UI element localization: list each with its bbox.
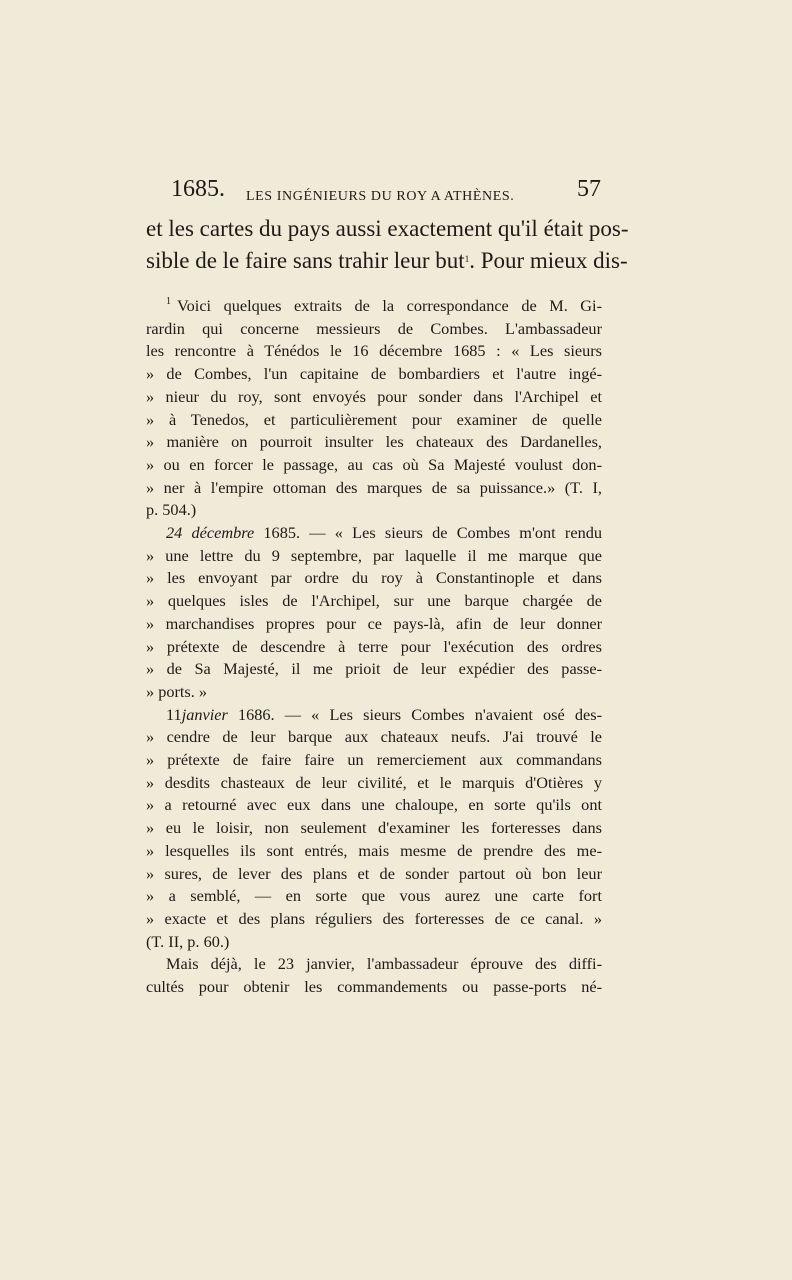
footnote-line: » manière on pourroit insulter les chateaux des Dardanelles,: [146, 432, 602, 452]
main-text-fragment: . Pour mieux dis-: [469, 248, 628, 273]
footnote-line: » prétexte de faire faire un remerciement aux commandans: [146, 750, 602, 770]
footnote-line: » prétexte de descendre à terre pour l'exécution des ordres: [146, 636, 602, 656]
footnote-line: » à Tenedos, et particulièrement pour examiner de quelle: [146, 409, 602, 429]
main-text-fragment: sible de le faire sans trahir leur but: [146, 248, 465, 273]
footnote-line: » ports. »: [146, 681, 208, 701]
footnote-line: rardin qui concerne messieurs de Combes. L'ambassadeur: [146, 318, 602, 338]
page-number: 57: [577, 176, 601, 202]
footnote-line: » marchandises propres pour ce pays-là, afin de leur donner: [146, 613, 602, 633]
footnote-line: » eu le loisir, non seulement d'examiner les forteresses dans: [146, 818, 602, 838]
footnote-line: » a semblé, — en sorte que vous aurez une carte fort: [146, 886, 602, 906]
header-year: 1685.: [171, 176, 225, 202]
footnote-reference: 1: [464, 254, 470, 264]
footnote-line: » desdits chasteaux de leur civilité, et le marquis d'Otières y: [146, 772, 602, 792]
main-text-line: [146, 245, 628, 277]
header-title: LES INGÉNIEURS DU ROY A ATHÈNES.: [246, 189, 515, 204]
footnote-line: » les envoyant par ordre du roy à Constantinople et dans: [146, 568, 602, 588]
footnote-line: p. 504.): [146, 500, 197, 520]
footnote-marker: 1: [166, 296, 171, 307]
footnote-line: Mais déjà, le 23 janvier, l'ambassadeur éprouve des diffi-: [166, 954, 602, 974]
footnote-line: » ou en forcer le passage, au cas où Sa Majesté voulust don-: [146, 454, 602, 474]
footnote-line: [146, 522, 602, 545]
footnote-line: » exacte et des plans réguliers des forteresses de ce canal. »: [146, 908, 602, 928]
footnote-line: » cendre de leur barque aux chateaux neufs. J'ai trouvé le: [146, 727, 602, 747]
main-text-line: et les cartes du pays aussi exactement qu'il était pos-: [146, 216, 629, 241]
footnote-line-text: Voici quelques extraits de la correspondance de M. Gi-: [177, 296, 602, 315]
footnote-line: » quelques isles de l'Archipel, sur une barque chargée de: [146, 591, 602, 611]
entry-date-month: janvier: [181, 704, 228, 724]
footnote-line: » a retourné avec eux dans une chaloupe, en sorte qu'ils ont: [146, 795, 602, 815]
main-text: [146, 213, 629, 277]
footnote-line: » une lettre du 9 septembre, par laquelle il me marque que: [146, 545, 602, 565]
footnote-line: les rencontre à Ténédos le 16 décembre 1685 : « Les sieurs: [146, 341, 602, 361]
footnote-line: [146, 295, 602, 318]
footnote-line: cultés pour obtenir les commandements ou passe-ports né-: [146, 977, 602, 997]
footnote-line: » sures, de lever des plans et de sonder partout où bon leur: [146, 863, 602, 883]
footnote-line: » ner à l'empire ottoman des marques de sa puissance.» (T. I,: [146, 477, 602, 497]
footnote-line: » lesquelles ils sont entrés, mais mesme de prendre des me-: [146, 840, 602, 860]
footnote-line: » de Combes, l'un capitaine de bombardiers et l'autre ingé-: [146, 364, 602, 384]
entry-date: 24 décembre: [166, 523, 255, 543]
entry-date-day: 11: [166, 704, 182, 724]
footnote-line: (T. II, p. 60.): [146, 931, 230, 951]
footnote-line-text: 1686. — « Les sieurs Combes n'avaient osé des-: [227, 704, 602, 724]
footnote-line: » nieur du roy, sont envoyés pour sonder dans l'Archipel et: [146, 386, 602, 406]
footnote-line-text: 1685. — « Les sieurs de Combes m'ont rendu: [254, 523, 602, 543]
footnote: [146, 295, 602, 999]
footnote-line: [146, 704, 602, 727]
running-header: [171, 176, 601, 210]
footnote-line: » de Sa Majesté, il me prioit de leur expédier des passe-: [146, 659, 602, 679]
